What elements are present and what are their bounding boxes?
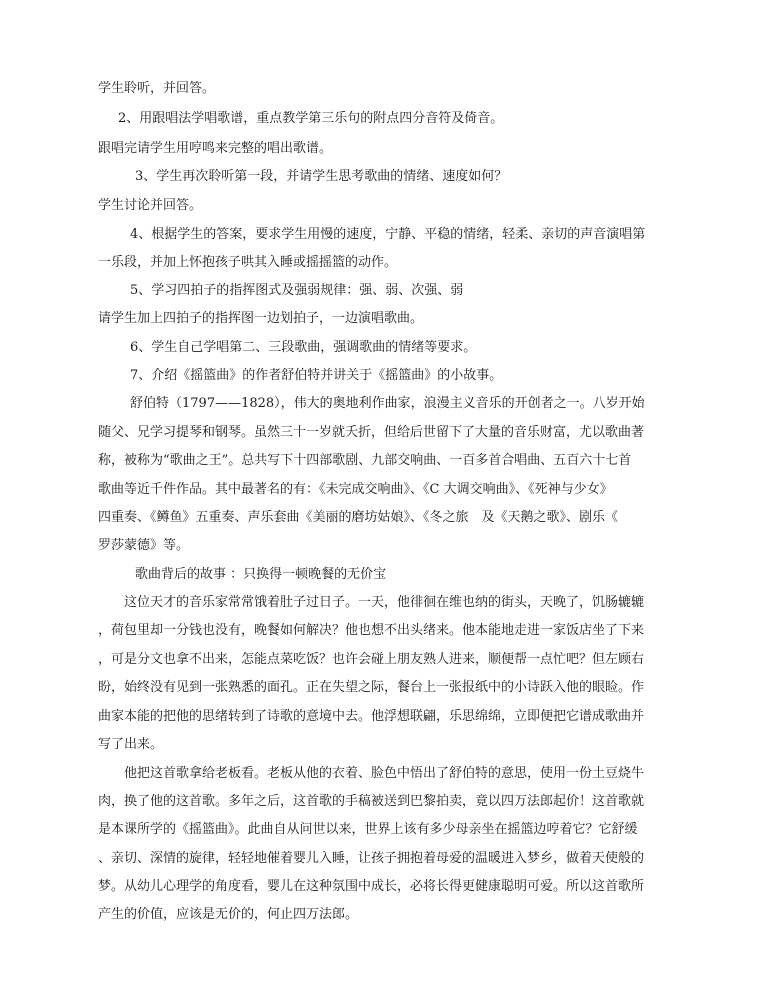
- text-line: 5、学习四拍子的指挥图式及强弱规律：强、弱、次强、弱: [130, 283, 464, 298]
- text-line: 请学生加上四拍子的指挥图一边划拍子，一边演唱歌曲。: [98, 311, 424, 326]
- text-line: 写了出来。: [98, 737, 164, 752]
- text-line: 产生的价值，应该是无价的，何止四万法郎。: [98, 907, 359, 922]
- text-line: 他把这首歌拿给老板看。老板从他的衣着、脸色中悟出了舒伯特的意思，使用一份土豆烧牛: [124, 766, 645, 781]
- text-line: 跟唱完请学生用哼鸣来完整的唱出歌谱。: [98, 141, 333, 156]
- text-line: ，可是分文也拿不出来，怎能点菜吃饭？也许会碰上朋友熟人进来，顺便帮一点忙吧？但左顾右: [98, 652, 645, 667]
- text-line: 是本课所学的《摇篮曲》。此曲自从问世以来，世界上该有多少母亲坐在摇篮边哼着它？它舒缓: [98, 822, 638, 837]
- text-line: 这位天才的音乐家常常饿着肚子过日子。一天，他徘徊在维也纳的街头，天晚了，饥肠辘辘: [124, 595, 645, 610]
- text-line: 称，被称为“歌曲之王”。总共写下十四部歌剧、九部交响曲、一百多首合唱曲、五百六十七首: [98, 453, 632, 468]
- text-line: 肉，换了他的这首歌。多年之后，这首歌的手稿被送到巴黎拍卖，竟以四万法郎起价！这首歌就: [98, 794, 645, 809]
- text-line: 2、用跟唱法学唱歌谱，重点教学第三乐句的附点四分音符及倚音。: [118, 111, 504, 126]
- text-line: 随父、兄学习提琴和钢琴。虽然三十一岁就夭折，但给后世留下了大量的音乐财富，尤以歌曲著: [98, 425, 645, 440]
- text-line: 四重奏、《鳟鱼》五重奏、声乐套曲《美丽的磨坊姑娘》、《冬之旅 及《天鹅之歌》、剧乐《: [98, 510, 619, 525]
- text-line: 4、根据学生的答案，要求学生用慢的速度，宁静、平稳的情绪，轻柔、亲切的声音演唱第: [130, 227, 646, 242]
- text-line: 6、学生自己学唱第二、三段歌曲，强调歌曲的情绪等要求。: [130, 340, 477, 355]
- text-line: 、亲切、深情的旋律，轻轻地催着婴儿入睡，让孩子拥抱着母爱的温暖进入梦乡，做着天使般的: [98, 851, 645, 866]
- text-line: 梦。从幼儿心理学的角度看，婴儿在这种氛围中成长，必将长得更健康聪明可爱。所以这首歌所: [98, 879, 645, 894]
- text-line: 罗莎蒙德》等。: [98, 538, 190, 553]
- text-line: ，荷包里却一分钱也没有，晚餐如何解决？他也想不出头绪来。他本能地走进一家饭店坐了下来: [98, 623, 645, 638]
- text-line: 舒伯特（1797——1828），伟大的奥地利作曲家，浪漫主义音乐的开创者之一。八岁开始: [130, 396, 645, 411]
- text-line: 曲家本能的把他的思绪转到了诗歌的意境中去。他浮想联翩，乐思绵绵，立即便把它谱成歌曲并: [98, 709, 645, 724]
- text-line: 一乐段，并加上怀抱孩子哄其入睡或摇摇篮的动作。: [98, 255, 398, 270]
- text-line: 学生聆听，并回答。: [98, 81, 216, 96]
- text-line: 盼，始终没有见到一张熟悉的面孔。正在失望之际，餐台上一张报纸中的小诗跃入他的眼睑。作: [98, 680, 645, 695]
- section-heading: 歌曲背后的故事 ：只换得一顿晚餐的无价宝: [135, 567, 387, 582]
- text-line: 学生讨论并回答。: [98, 198, 203, 213]
- text-line: 7、介绍《摇篮曲》的作者舒伯特并讲关于《摇篮曲》的小故事。: [130, 368, 503, 383]
- text-line: 歌曲等近千件作品。其中最著名的有：《未完成交响曲》、《C 大调交响曲》、《死神与少女》: [98, 482, 613, 497]
- text-line: 3、学生再次聆听第一段，并请学生思考歌曲的情绪、速度如何？: [135, 169, 508, 184]
